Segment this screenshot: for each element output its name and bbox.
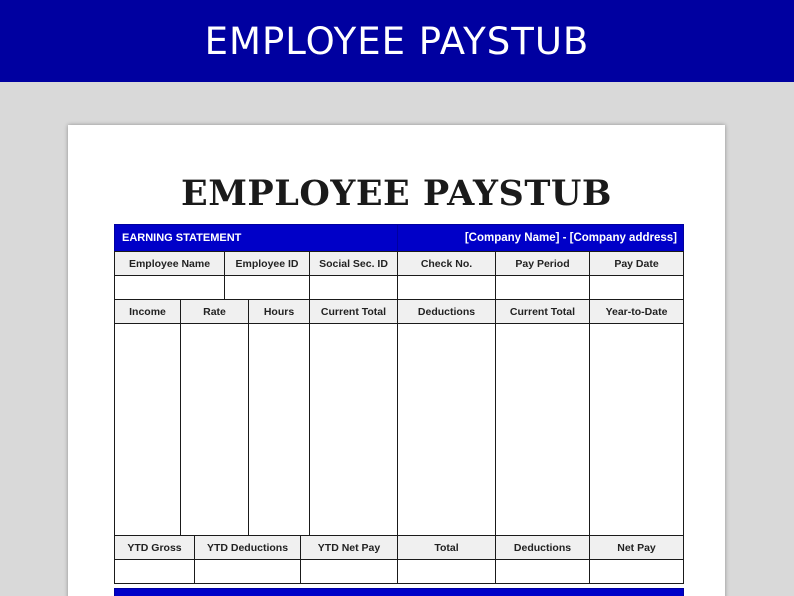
header-rate: Rate <box>180 299 249 324</box>
header-ytd-gross: YTD Gross <box>114 535 195 560</box>
header-income: Income <box>114 299 181 324</box>
header-net-pay: Net Pay <box>589 535 684 560</box>
header-employee-id: Employee ID <box>224 251 310 276</box>
header-ytd-deductions: YTD Deductions <box>194 535 301 560</box>
header-pay-period: Pay Period <box>495 251 590 276</box>
net-pay-field[interactable] <box>589 559 684 584</box>
header-check-no: Check No. <box>397 251 496 276</box>
ytd-deductions-field[interactable] <box>194 559 301 584</box>
document-title: EMPLOYEE PAYSTUB <box>181 173 612 214</box>
top-banner <box>0 0 794 82</box>
header-deductions-current-total: Current Total <box>495 299 590 324</box>
ytd-net-pay-field[interactable] <box>300 559 398 584</box>
current-total-column[interactable] <box>309 323 398 536</box>
pay-date-field[interactable] <box>589 275 684 300</box>
year-to-date-column[interactable] <box>589 323 684 536</box>
company-info-placeholder: [Company Name] - [Company address] <box>397 224 684 252</box>
deductions-column[interactable] <box>397 323 496 536</box>
header-year-to-date: Year-to-Date <box>589 299 684 324</box>
social-sec-id-field[interactable] <box>309 275 398 300</box>
hours-column[interactable] <box>248 323 310 536</box>
header-deductions: Deductions <box>397 299 496 324</box>
check-no-field[interactable] <box>397 275 496 300</box>
summary-deductions-field[interactable] <box>495 559 590 584</box>
ytd-gross-field[interactable] <box>114 559 195 584</box>
footer-bar <box>114 588 684 596</box>
total-field[interactable] <box>397 559 496 584</box>
header-pay-date: Pay Date <box>589 251 684 276</box>
header-ytd-net-pay: YTD Net Pay <box>300 535 398 560</box>
rate-column[interactable] <box>180 323 249 536</box>
income-column[interactable] <box>114 323 181 536</box>
banner-title: EMPLOYEE PAYSTUB <box>204 19 590 63</box>
header-social-sec-id: Social Sec. ID <box>309 251 398 276</box>
paystub-sheet <box>68 125 725 596</box>
header-employee-name: Employee Name <box>114 251 225 276</box>
employee-id-field[interactable] <box>224 275 310 300</box>
header-current-total: Current Total <box>309 299 398 324</box>
earning-statement-label: EARNING STATEMENT <box>114 224 398 252</box>
header-summary-deductions: Deductions <box>495 535 590 560</box>
deductions-current-total-column[interactable] <box>495 323 590 536</box>
pay-period-field[interactable] <box>495 275 590 300</box>
header-hours: Hours <box>248 299 310 324</box>
employee-name-field[interactable] <box>114 275 225 300</box>
header-total: Total <box>397 535 496 560</box>
